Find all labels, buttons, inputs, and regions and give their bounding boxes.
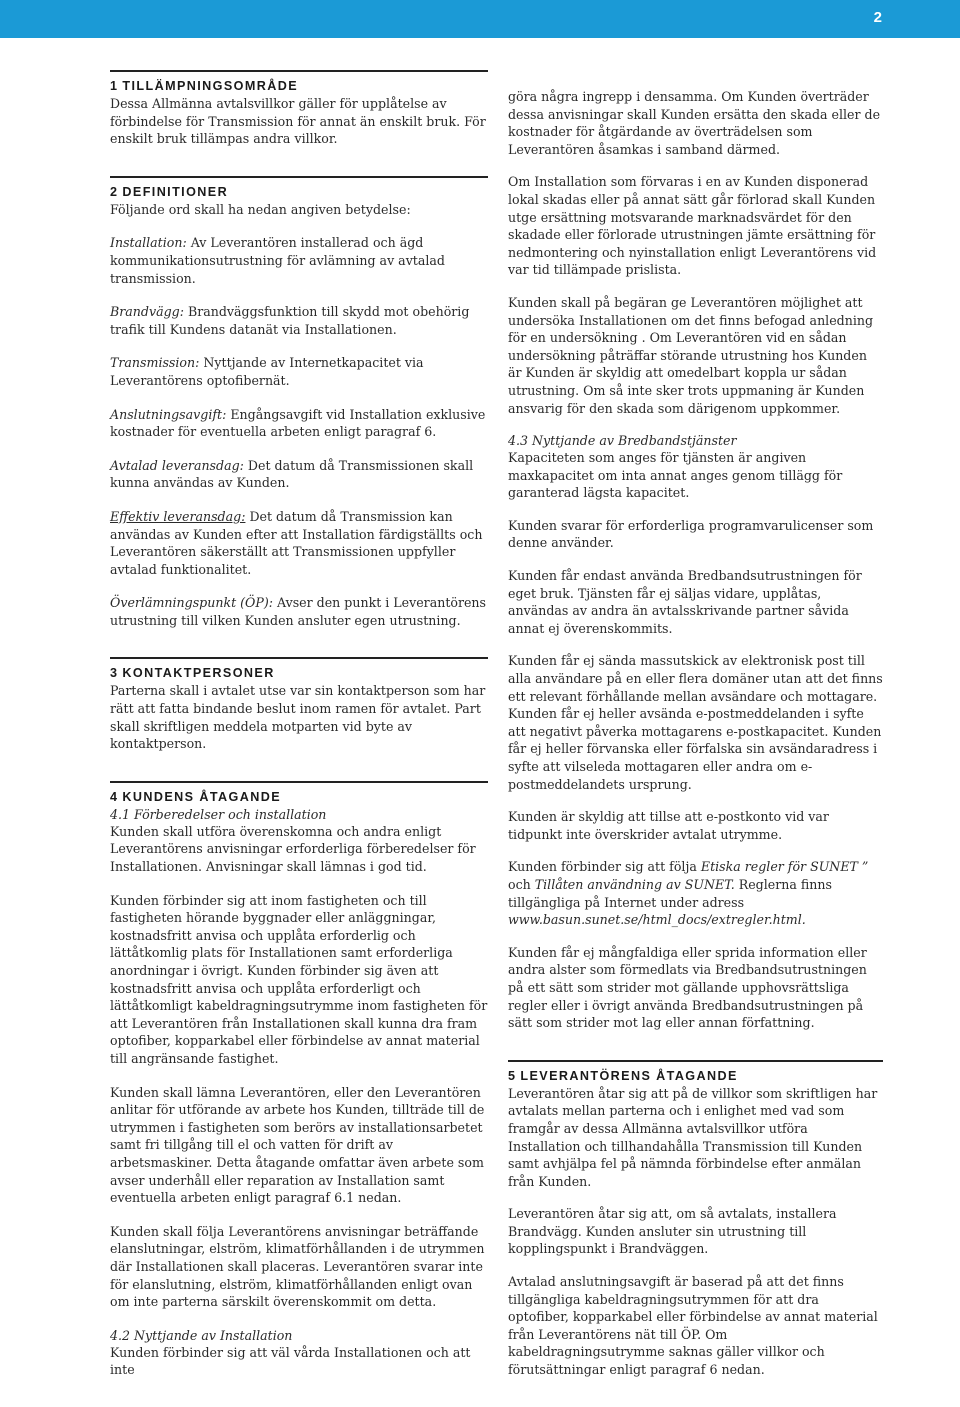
paragraph: Kunden får endast använda Bredbandsutrustningen för eget bruk. Tjänsten får ej säljas vidare, upplåtas, användas av andra än avtalsskrivande partner såvida annat ej överenskommits. — [508, 568, 862, 636]
section-heading: 1 TILLÄMPNINGSOMRÅDE — [110, 79, 299, 93]
section-rule — [110, 176, 488, 178]
section-rule — [508, 1060, 883, 1062]
paragraph: Kunden svarar för erforderliga programvarulicenser som denne använder. — [508, 517, 874, 551]
paragraph: Kunden förbinder sig att följa Etiska regler för SUNET ” och Tillåten användning av SUNET. Reglerna finns tillgängliga på Internet under adress www.basun.sunet.se/html_docs/extregler.html. — [508, 859, 869, 928]
page-number: 2 — [873, 9, 882, 26]
section-heading: 3 KONTAKTPERSONER — [110, 666, 275, 681]
section-heading: 5 LEVERANTÖRENS ÅTAGANDE — [508, 1068, 738, 1083]
subheading: 4.3 Nyttjande av Bredbandstjänster — [508, 433, 737, 449]
subheading: 4.1 Förberedelser och installation — [110, 806, 327, 822]
subheading: 4.2 Nyttjande av Installation — [110, 1327, 293, 1343]
paragraph: Kunden skall följa Leverantörens anvisningar beträffande elanslutningar, elström, klimatförhållanden i de utrymmen där Installationen skall placeras. Leverantören svarar inte för elanslutning, elström, klimatförhållanden enligt ovan om inte parterna särskilt överenskommit om detta. — [110, 1223, 485, 1310]
paragraph: Om Installation som förvaras i en av Kunden disponerad lokal skadas eller på annat sätt går förlorad skall Kunden utge ersättning motsvarande marknadsvärdet för den skadade eller förlorade utrustningen jämte ersättning för nedmontering och nyinstallation enligt Leverantörens vid var tid tillämpade prislista. — [508, 174, 877, 278]
paragraph: Kunden får ej mångfaldiga eller sprida information eller andra alster som förmedlats via Bredbandsutrustningen på ett sätt som strider mot gällande upphovsrättsliga regler eller i övrigt använda Bredbandsutrustningen på sätt som strider mot lag eller annan författning. — [508, 944, 867, 1031]
definition: Installation: Av Leverantören installerad och ägd kommunikationsutrustning för avlämning av avtalad transmission. — [110, 235, 445, 286]
definition: Anslutningsavgift: Engångsavgift vid Installation exklusive kostnader för eventuella arbeten enligt paragraf 6. — [110, 406, 486, 440]
paragraph: Följande ord skall ha nedan angiven betydelse: — [110, 201, 411, 217]
paragraph: Avtalad anslutningsavgift är baserad på att det finns tillgängliga kabeldragningsutrymmen för att dra optofiber, kopparkabel eller förbindelse av annat material från Leverantörens nät till ÖP. Om kabeldragningsutrymme saknas gäller villkor och förutsättningar enligt paragraf 6 nedan. — [508, 1274, 878, 1378]
definition: Brandvägg: Brandväggsfunktion till skydd mot obehörig trafik till Kundens datanät via Installationen. — [110, 304, 470, 337]
paragraph: Kunden får ej sända massutskick av elektronisk post till alla användare på en eller flera domäner utan att det finns ett relevant förhållande mellan avsändare och mottagare. Kunden får ej heller avsända e-postmeddelanden i syfte att negativt påverka mottagarens e-postkapacitet. Kunden får ej heller förvanska eller förfalska sin avsändaradress i syfte att vilseleda mottagaren eller andra om e-postmeddelandets ursprung. — [508, 653, 883, 792]
definition: Avtalad leveransdag: Det datum då Transmissionen skall kunna användas av Kunden. — [110, 457, 474, 491]
section-1 — [110, 70, 488, 148]
paragraph: Kunden förbinder sig att väl vårda Installationen och att inte — [110, 1344, 471, 1378]
left-column — [110, 70, 488, 1407]
paragraph: göra några ingrepp i densamma. Om Kunden överträder dessa anvisningar skall Kunden ersätta den skada eller de kostnader för åtgärdande av överträdelsen som Leverantören åsamkas i samband därmed. — [508, 89, 881, 157]
right-column — [508, 88, 883, 1407]
tillaten-ref: Tillåten användning av SUNET. — [534, 876, 735, 892]
section-rule — [110, 70, 488, 72]
section-4 — [110, 781, 488, 1379]
url-link[interactable]: www.basun.sunet.se/html_docs/extregler.html. — [508, 912, 806, 928]
regler-ref: Etiska regler för SUNET ” — [700, 859, 869, 875]
definition: Transmission: Nyttjande av Internetkapacitet via Leverantörens optofibernät. — [110, 355, 424, 388]
paragraph: Kunden förbinder sig att inom fastigheten och till fastigheten hörande byggnader eller anläggningar, kostnadsfritt anvisa och upplåta erforderlig och lättåtkomlig plats för Installationen samt erforderliga anordningar i övrigt. Kunden förbinder sig även att kostnadsfritt anvisa och upplåta erforderligt och lättåtkomligt kabeldragningsutrymme inom fastigheten för att Leverantören från Installationen skall kunna dra fram optofiber, kopparkabel eller förbindelse av annat material till angränsande fastighet. — [110, 892, 488, 1066]
section-3 — [110, 657, 488, 752]
section-rule — [110, 781, 488, 783]
paragraph: Kunden skall på begäran ge Leverantören möjlighet att undersöka Installationen om det finns befogad anledning för en undersökning . Om Leverantören vid en sådan undersökning påträffar störande utrustning hos Kunden är Kunden är skyldig att omedelbart koppla ur sådan utrustning. Om så inte sker trots uppmaning är Kunden ansvarig för den skada som därigenom uppkommer. — [508, 294, 874, 416]
definition: Överlämningspunkt (ÖP): Avser den punkt i Leverantörens utrustning till vilken Kunden ansluter egen utrustning. — [110, 595, 487, 628]
section-5 — [508, 1060, 883, 1379]
paragraph: Kapaciteten som anges för tjänsten är angiven maxkapacitet om inta annat anges genom tillägg för garanterad lägsta kapacitet. — [508, 450, 843, 501]
paragraph: Leverantören åtar sig att på de villkor som skriftligen har avtalats mellan parterna och i enlighet med vad som framgår av dessa Allmänna avtalsvillkor utföra Installation och tillhandahålla Transmission till Kunden samt avhjälpa fel på nämnda förbindelse efter anmälan från Kunden. — [508, 1085, 878, 1189]
section-2 — [110, 176, 488, 630]
paragraph: Kunden skall utföra överenskomna och andra enligt Leverantörens anvisningar erforderliga förberedelser för Installationen. Anvisningar skall lämnas i god tid. — [110, 823, 476, 875]
header-bar — [0, 0, 960, 38]
paragraph: Kunden skall lämna Leverantören, eller den Leverantören anlitar för utförande av arbete hos Kunden, tillträde till de utrymmen i fastigheten som berörs av installationsarbetet samt fri tillgång till el och vatten för drift av arbetsmaskiner. Detta åtagande omfattar även arbete som avser underhåll eller reparation av Installation samt eventuella arbeten enligt paragraf 6.1 nedan. — [110, 1084, 485, 1206]
section-heading: 2 DEFINITIONER — [110, 184, 229, 199]
paragraph: Parterna skall i avtalet utse var sin kontaktperson som har rätt att fatta bindande beslut inom ramen för avtalet. Part skall skriftligen meddela motparten vid byte av kontaktperson. — [110, 683, 486, 752]
section-heading: 4 KUNDENS ÅTAGANDE — [110, 789, 282, 804]
paragraph: Kunden är skyldig att tillse att e-postkonto vid var tidpunkt inte överskrider avtalat utrymme. — [508, 809, 829, 842]
paragraph: Leverantören åtar sig att, om så avtalats, installera Brandvägg. Kunden ansluter sin utrustning till kopplingspunkt i Brandväggen. — [508, 1206, 837, 1257]
definition: Effektiv leveransdag: Det datum då Transmission kan användas av Kunden efter att Installation färdigställts och Leverantören säkerställt att Transmissionen uppfyller avtalad funktionalitet. — [110, 508, 483, 577]
section-rule — [110, 657, 488, 659]
paragraph: Dessa Allmänna avtalsvillkor gäller för upplåtelse av förbindelse för Transmission för annat än enskilt bruk. För enskilt bruk tillämpas andra villkor. — [110, 96, 486, 147]
